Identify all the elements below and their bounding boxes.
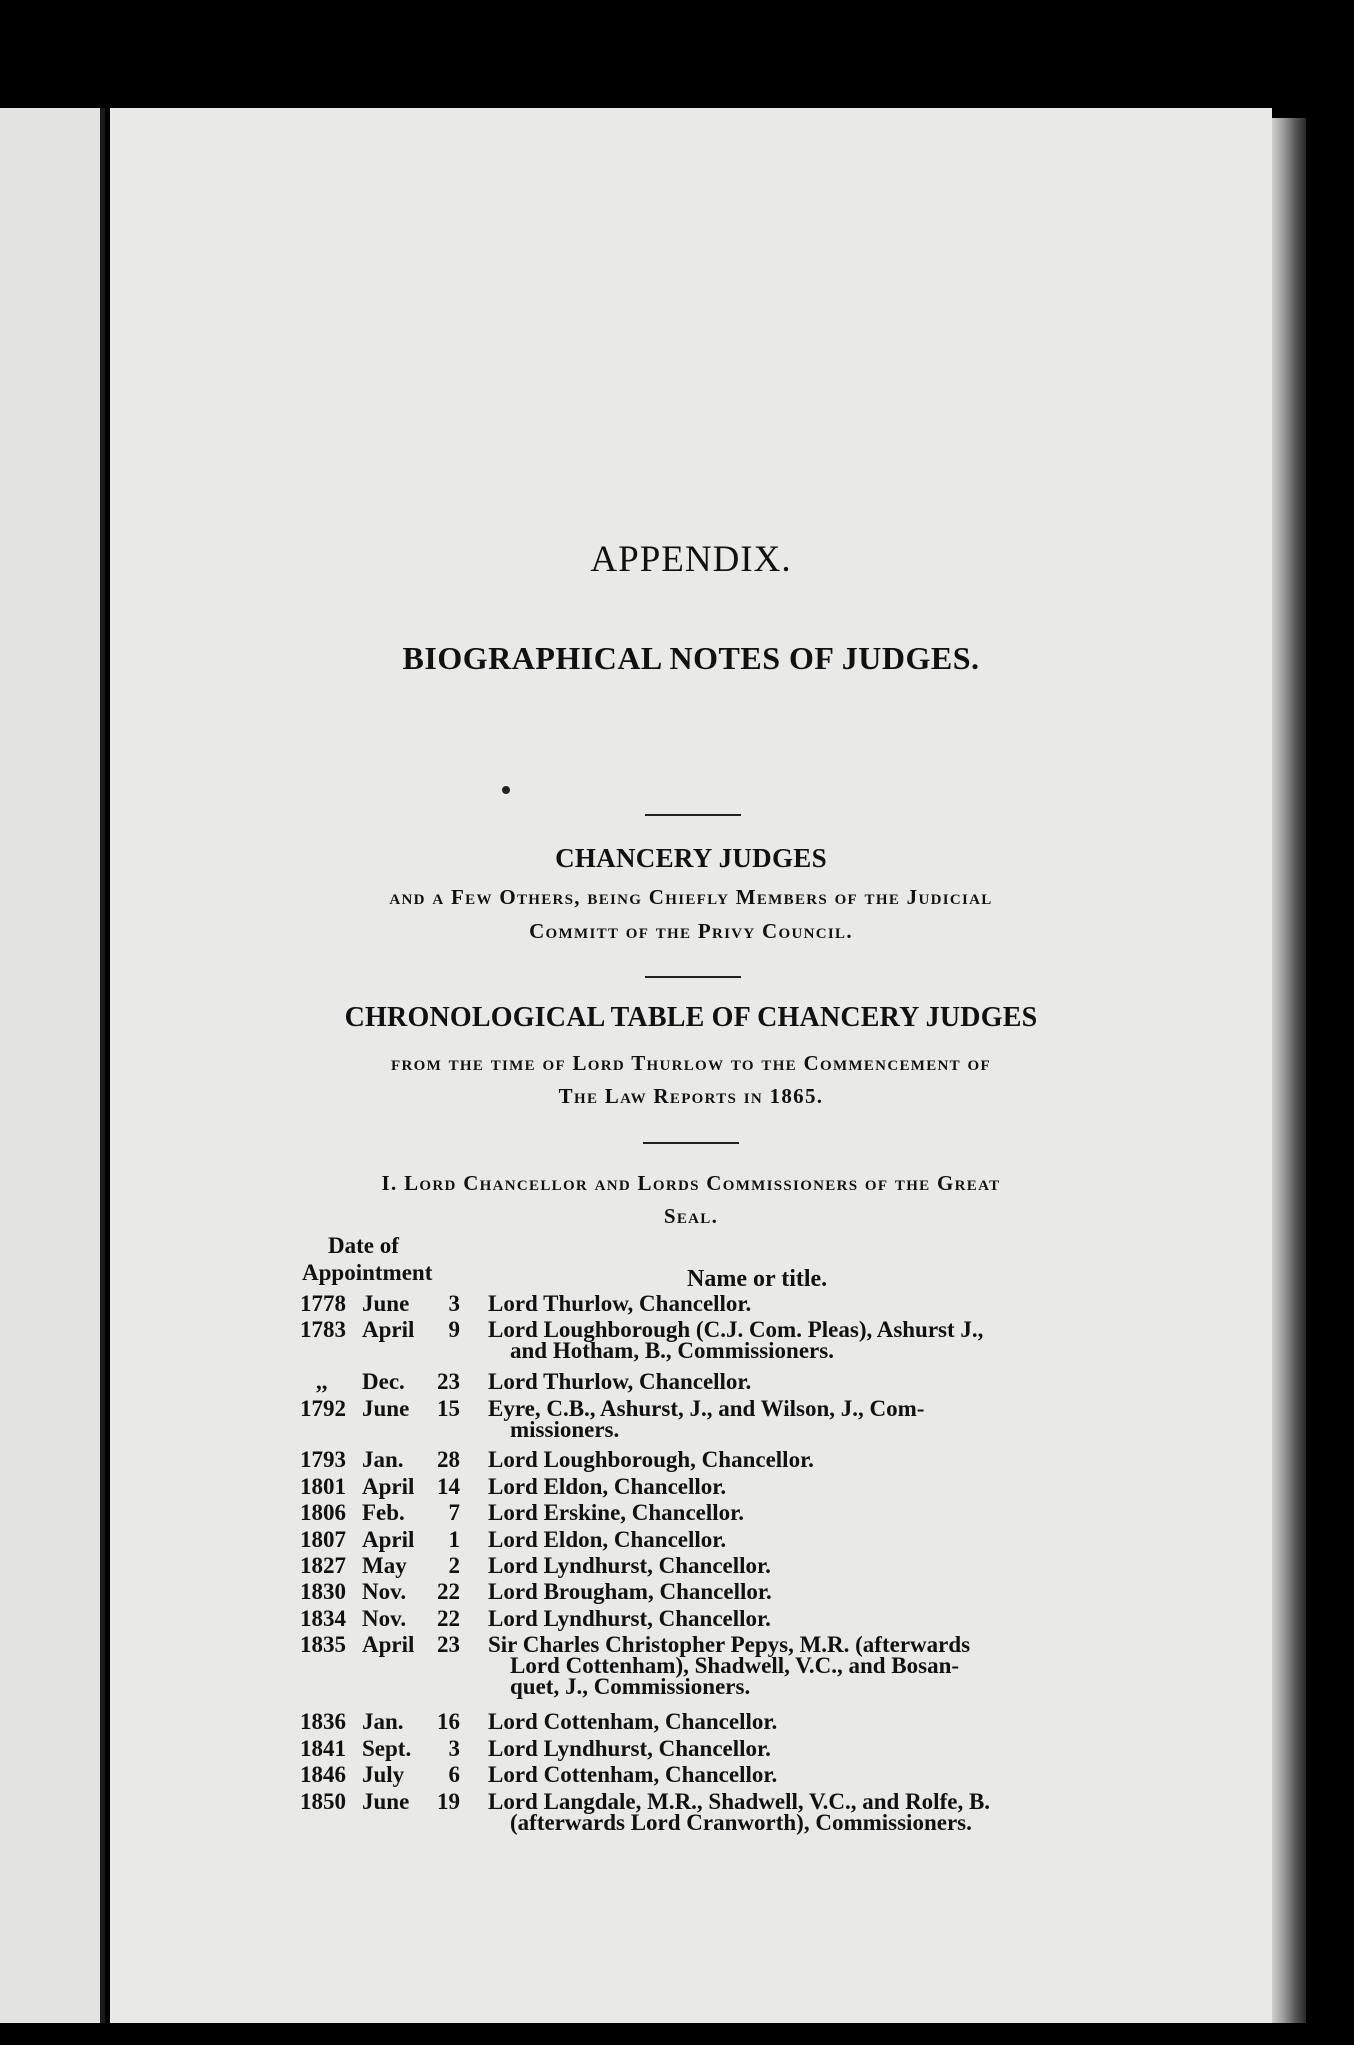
appointment-day: 14 <box>437 1473 460 1499</box>
appointee-name <box>488 1555 1088 1576</box>
name-line: Lord Brougham, Chancellor. <box>488 1579 772 1605</box>
appointment-day: 22 <box>437 1605 460 1631</box>
name-line: Lord Lyndhurst, Chancellor. <box>488 1735 771 1761</box>
appointment-year: 1846 <box>300 1762 346 1788</box>
appointment-month: July <box>362 1762 405 1788</box>
appointee-name <box>488 1369 1088 1395</box>
appointment-year: 1807 <box>300 1526 346 1552</box>
appointment-month: May <box>362 1553 407 1578</box>
name-line: Lord Cottenham, Chancellor. <box>488 1762 778 1788</box>
name-line: Lord Loughborough (C.J. Com. Pleas), Ashurst J., <box>488 1317 984 1343</box>
appointment-month: April <box>362 1526 415 1552</box>
name-line: Lord Loughborough, Chancellor. <box>488 1447 814 1473</box>
appointment-year: 1827 <box>300 1553 346 1578</box>
section-heading-line-2: Seal. <box>663 1204 719 1228</box>
name-line: Lord Eldon, Chancellor. <box>488 1473 727 1499</box>
name-continuation-line: missioners. <box>510 1416 620 1442</box>
appointment-year: 1793 <box>300 1447 346 1473</box>
name-line: Eyre, C.B., Ashurst, J., and Wilson, J., Com- <box>488 1395 925 1421</box>
appointment-year: 1783 <box>300 1317 346 1343</box>
gutter-line <box>100 108 105 2023</box>
appointment-year: ,, <box>316 1369 328 1395</box>
appointment-day: 1 <box>448 1526 460 1552</box>
appointee-name <box>488 1579 1088 1605</box>
name-line: Lord Lyndhurst, Chancellor. <box>488 1553 771 1578</box>
divider-rule <box>643 1142 739 1144</box>
appointment-year: 1836 <box>300 1709 346 1735</box>
appointment-month: June <box>362 1395 410 1421</box>
appointee-name <box>488 1788 1088 1835</box>
name-line: Lord Lyndhurst, Chancellor. <box>488 1605 771 1631</box>
facing-page-edge <box>0 108 104 2023</box>
appointment-day: 15 <box>437 1395 460 1421</box>
appointee-name <box>488 1317 1088 1364</box>
appointee-name <box>488 1526 1088 1552</box>
chronological-table-heading: CHRONOLOGICAL TABLE OF CHANCERY JUDGES <box>344 1002 1038 1033</box>
appointment-day: 3 <box>448 1291 460 1316</box>
appointee-name <box>488 1605 1088 1631</box>
column-header-name: Name or title. <box>687 1266 828 1292</box>
name-line: Lord Thurlow, Chancellor. <box>488 1291 752 1316</box>
appointment-year: 1830 <box>300 1579 346 1605</box>
appointment-day: 16 <box>437 1709 460 1735</box>
name-line: Lord Eldon, Chancellor. <box>488 1526 727 1552</box>
appointment-month: June <box>362 1291 410 1316</box>
appointment-year: 1835 <box>300 1632 346 1658</box>
subheading-line-1: and a Few Others, being Chiefly Members of the Judicial <box>389 885 993 909</box>
appointment-month: June <box>362 1788 410 1814</box>
name-line: Lord Cottenham, Chancellor. <box>488 1709 778 1735</box>
book-page <box>110 108 1272 2023</box>
appointment-day: 28 <box>437 1447 460 1473</box>
table-subheading-line-1: from the time of Lord Thurlow to the Commencement of <box>391 1051 991 1075</box>
appointment-year: 1806 <box>300 1500 346 1526</box>
appointment-month: Sept. <box>362 1735 412 1761</box>
appointee-name <box>488 1473 1088 1499</box>
chancery-judges-heading: CHANCERY JUDGES <box>555 843 827 873</box>
appointee-name <box>488 1735 1088 1761</box>
appointment-day: 3 <box>448 1735 460 1761</box>
ink-dot <box>502 786 510 794</box>
column-header-date-line-1: Date of <box>328 1233 399 1258</box>
name-line: Sir Charles Christopher Pepys, M.R. (afterwards <box>488 1632 971 1658</box>
appendix-title: APPENDIX. <box>590 539 792 580</box>
appointee-name <box>488 1500 1088 1526</box>
appointment-month: April <box>362 1317 415 1343</box>
appointment-month: Jan. <box>362 1709 404 1735</box>
appointment-month: Jan. <box>362 1447 404 1473</box>
appointment-day: 6 <box>448 1762 460 1788</box>
table-subheading-line-2: The Law Reports in 1865. <box>558 1084 824 1108</box>
appointment-day: 23 <box>437 1632 460 1658</box>
appointee-name <box>488 1632 1088 1700</box>
appointment-day: 2 <box>448 1553 460 1578</box>
divider-rule <box>645 814 741 816</box>
appointment-day: 9 <box>448 1317 460 1343</box>
appointment-month: Nov. <box>362 1605 407 1631</box>
name-continuation-line: and Hotham, B., Commissioners. <box>510 1338 834 1364</box>
page-content <box>110 108 1272 2023</box>
appointment-day: 19 <box>437 1788 460 1814</box>
appointment-year: 1850 <box>300 1788 346 1814</box>
page-edge-shadow <box>1272 118 1306 2023</box>
appointment-year: 1841 <box>300 1735 346 1761</box>
appointee-name <box>488 1395 1088 1442</box>
appointee-name <box>488 1293 1088 1314</box>
name-line: Lord Erskine, Chancellor. <box>488 1500 745 1526</box>
appointment-day: 23 <box>437 1369 460 1395</box>
name-line: Lord Thurlow, Chancellor. <box>488 1369 752 1395</box>
appointment-month: Nov. <box>362 1579 407 1605</box>
appointment-month: April <box>362 1632 415 1658</box>
divider-rule <box>645 976 741 978</box>
appointment-year: 1834 <box>300 1605 346 1631</box>
section-heading-line-1: I. Lord Chancellor and Lords Commissioners of the Great <box>381 1171 1001 1195</box>
name-continuation-line: Lord Cottenham), Shadwell, V.C., and Bosan- <box>510 1653 960 1679</box>
appointment-month: Feb. <box>362 1500 405 1526</box>
appointment-day: 22 <box>437 1579 460 1605</box>
column-header-date-line-2: Appointment <box>302 1260 433 1285</box>
biographical-notes-title: BIOGRAPHICAL NOTES OF JUDGES. <box>402 640 980 676</box>
appointment-day: 7 <box>448 1500 460 1526</box>
appointee-name <box>488 1709 1088 1735</box>
appointment-year: 1778 <box>300 1291 346 1316</box>
appointment-year: 1801 <box>300 1473 346 1499</box>
appointment-month: Dec. <box>362 1369 405 1395</box>
appointment-year: 1792 <box>300 1395 346 1421</box>
subheading-line-2: Committ of the Privy Council. <box>529 919 853 943</box>
appointment-month: April <box>362 1473 415 1499</box>
name-continuation-line: (afterwards Lord Cranworth), Commissioners. <box>510 1809 972 1835</box>
appointee-name <box>488 1447 1088 1473</box>
appointee-name <box>488 1762 1088 1788</box>
name-line: Lord Langdale, M.R., Shadwell, V.C., and Rolfe, B. <box>488 1788 991 1814</box>
name-continuation-line: quet, J., Commissioners. <box>510 1674 751 1700</box>
